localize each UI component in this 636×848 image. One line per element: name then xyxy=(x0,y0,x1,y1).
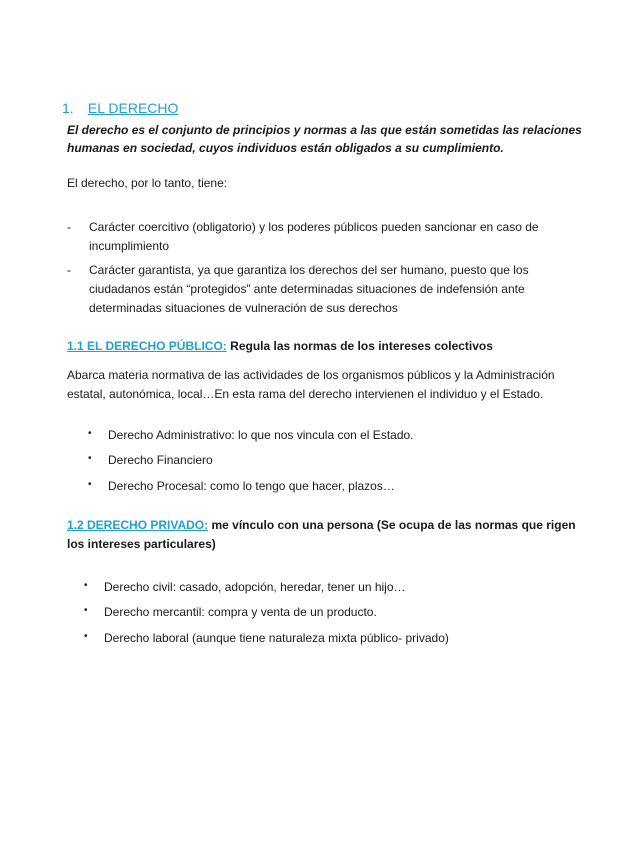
section-title: EL DERECHO xyxy=(87,100,179,116)
public-law-paragraph: Abarca materia normativa de las actividades de los organismos públicos y la Administración estatal, autonómica, local…En esta rama del derecho intervienen el individuo y el Estado. xyxy=(67,368,555,401)
list-item xyxy=(88,428,568,442)
public-law-label: 1.1 EL DERECHO PÚBLICO: xyxy=(67,339,227,353)
private-law-heading xyxy=(67,516,587,554)
list-item-text: Derecho laboral (aunque tiene naturaleza mixta público- privado) xyxy=(104,631,449,645)
list-item xyxy=(84,605,564,619)
trait-item xyxy=(67,261,587,318)
intro-text: El derecho, por lo tanto, tiene: xyxy=(67,176,228,190)
list-item-text: Derecho mercantil: compra y venta de un producto. xyxy=(104,605,377,619)
list-item-text: Derecho civil: casado, adopción, heredar, tener un hijo… xyxy=(104,580,406,594)
dash-marker: - xyxy=(67,220,71,234)
list-item xyxy=(88,453,568,467)
list-item xyxy=(88,479,568,493)
bullet-icon: • xyxy=(88,479,92,490)
list-item-text: Derecho Financiero xyxy=(108,453,213,467)
bullet-icon: • xyxy=(88,428,92,439)
bullet-icon: • xyxy=(84,580,88,591)
list-item-text: Derecho Procesal: como lo tengo que hacer, plazos… xyxy=(108,479,395,493)
bullet-icon: • xyxy=(84,631,88,642)
list-item-text: Derecho Administrativo: lo que nos vincula con el Estado. xyxy=(108,428,414,442)
dash-marker: - xyxy=(67,263,71,277)
bullet-icon: • xyxy=(84,605,88,616)
section-number: 1. xyxy=(62,100,74,116)
public-law-heading xyxy=(67,337,587,356)
definition-text: El derecho es el conjunto de principios y normas a las que están sometidas las relaciones humanas en sociedad, cuyos individuos están obligados a su cumplimiento. xyxy=(67,123,582,155)
public-law-description: Regula las normas de los intereses colectivos xyxy=(230,339,493,353)
private-law-label: 1.2 DERECHO PRIVADO: xyxy=(67,518,209,532)
trait-text: Carácter garantista, ya que garantiza los derechos del ser humano, puesto que los ciudadanos están “protegidos” ante determinadas situaciones de indefensión ante determinadas situaciones de vulneración de sus derechos xyxy=(89,263,529,315)
list-item xyxy=(84,631,564,645)
section-heading xyxy=(62,100,178,116)
bullet-icon: • xyxy=(88,453,92,464)
list-item xyxy=(84,580,564,594)
trait-text: Carácter coercitivo (obligatorio) y los poderes públicos pueden sancionar en caso de incumplimiento xyxy=(89,220,539,253)
private-law-description: me vínculo con una persona (Se ocupa de las normas que rigen los intereses particulares) xyxy=(67,518,576,551)
trait-item xyxy=(67,218,587,256)
